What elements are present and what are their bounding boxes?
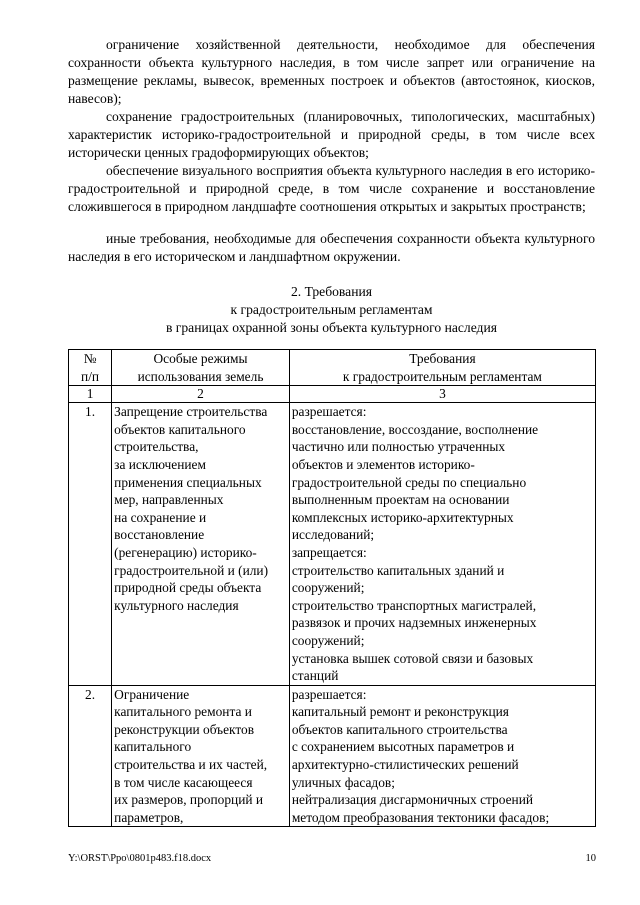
mode-line: мер, направленных — [114, 492, 224, 508]
column-number-3: 3 — [289, 386, 595, 403]
requirements-table — [68, 349, 596, 827]
section-heading-line-3: в границах охранной зоны объекта культурного наследия — [165, 320, 498, 335]
header-mode-line-1: Особые режимы — [153, 351, 248, 366]
mode-line: градостроительной и (или) — [114, 562, 269, 578]
requirement-line: объектов и элементов историко- — [291, 456, 475, 472]
requirement-line: установка вышек сотовой связи и базовых — [291, 650, 534, 666]
mode-line: объектов капитального — [114, 421, 246, 437]
header-number-cell — [69, 350, 112, 386]
row-mode-cell — [112, 685, 290, 827]
requirement-line: капитальный ремонт и реконструкция — [291, 704, 509, 720]
section-heading-line-2: к градостроительным регламентам — [230, 302, 433, 317]
requirement-line: частично или полностью утраченных — [291, 439, 506, 455]
page-number: 10 — [585, 853, 596, 864]
column-number-row — [69, 386, 596, 403]
intro-paragraph-4: иные требования, необходимые для обеспечения сохранности объекта культурного наследия в его историческом и ландшафтном окружении. — [68, 231, 595, 264]
table-row — [69, 685, 596, 827]
row-number: 2. — [69, 685, 112, 827]
header-mode-cell — [112, 350, 290, 386]
table-header-row — [69, 350, 596, 386]
mode-line: капитального — [114, 739, 192, 755]
mode-line: Запрещение строительства — [114, 404, 268, 420]
mode-line: природной среды объекта — [114, 580, 262, 596]
intro-paragraph-2: сохранение градостроительных (планировочных, типологических, масштабных) характеристик историко-градостроительной и природной среды, в том числе всех исторически ценных градоформирующих объектов; — [68, 109, 595, 160]
requirement-line: разрешается: — [291, 404, 367, 420]
mode-line: культурного наследия — [114, 597, 239, 613]
header-requirements-line-1: Требования — [409, 351, 476, 366]
requirement-line: нейтрализация дисгармоничных строений — [291, 792, 534, 808]
row-mode-cell — [112, 403, 290, 686]
requirement-line: восстановление, воссоздание, восполнение — [291, 421, 539, 437]
mode-line: (регенерацию) историко- — [114, 544, 257, 560]
row-requirements-cell — [289, 685, 595, 827]
mode-line: капитального ремонта и — [114, 704, 252, 720]
requirement-line: развязок и прочих надземных инженерных — [291, 615, 537, 631]
requirement-line: градостроительной среды по специально — [291, 474, 527, 490]
section-heading-line-1: 2. Требования — [291, 284, 372, 299]
mode-line: в том числе касающееся — [114, 774, 253, 790]
requirement-line: запрещается: — [291, 544, 367, 560]
mode-line: на сохранение и — [114, 509, 207, 525]
requirement-line: архитектурно-стилистических решений — [291, 757, 519, 773]
requirement-line: комплексных историко-архитектурных — [291, 509, 514, 525]
column-number-2: 2 — [112, 386, 290, 403]
requirement-line: с сохранением высотных параметров и — [291, 739, 515, 755]
footer-file-path: Y:\ORST\Ppo\0801p483.f18.docx — [68, 853, 212, 864]
row-requirements-cell — [289, 403, 595, 686]
header-requirements-line-2: к градостроительным регламентам — [342, 368, 542, 384]
requirement-line: методом преобразования тектоники фасадов; — [291, 809, 550, 825]
mode-line: строительства, — [114, 439, 199, 455]
row-number: 1. — [69, 403, 112, 686]
table-row — [69, 403, 596, 686]
intro-paragraph-1: ограничение хозяйственной деятельности, необходимое для обеспечения сохранности объекта культурного наследия, в том числе запрет или ограничение на размещение рекламы, вывесок, временных построек и объектов (автостоянок, киосков, навесов); — [68, 37, 595, 106]
mode-line: применения специальных — [114, 474, 262, 490]
header-number-line-2: п/п — [81, 368, 100, 384]
mode-line: восстановление — [114, 527, 205, 543]
header-number-line-1: № — [83, 351, 97, 366]
requirement-line: сооружений; — [291, 580, 365, 596]
mode-line: Ограничение — [114, 686, 190, 702]
requirement-line: строительство транспортных магистралей, — [291, 597, 537, 613]
requirement-line: строительство капитальных зданий и — [291, 562, 505, 578]
requirement-line: сооружений; — [291, 632, 365, 648]
requirement-line: уличных фасадов; — [291, 774, 395, 790]
mode-line: строительства и их частей, — [114, 757, 268, 773]
mode-line: реконструкции объектов — [114, 721, 255, 737]
header-requirements-cell — [289, 350, 595, 386]
requirement-line: разрешается: — [291, 686, 367, 702]
mode-line: параметров, — [114, 809, 184, 825]
requirement-line: станций — [291, 668, 339, 684]
mode-line: за исключением — [114, 456, 206, 472]
mode-line: их размеров, пропорций и — [114, 792, 264, 808]
column-number-1: 1 — [69, 386, 112, 403]
requirement-line: исследований; — [291, 527, 375, 543]
intro-paragraph-3: обеспечение визуального восприятия объекта культурного наследия в его историко-градостроительной и природной среде, в том числе сохранение и восстановление сложившегося в природном ландшафте соотношения открытых и закрытых пространств; — [68, 163, 595, 214]
section-heading — [68, 283, 595, 337]
requirement-line: выполненным проектам на основании — [291, 492, 510, 508]
header-mode-line-2: использования земель — [137, 368, 264, 384]
requirement-line: объектов капитального строительства — [291, 721, 508, 737]
